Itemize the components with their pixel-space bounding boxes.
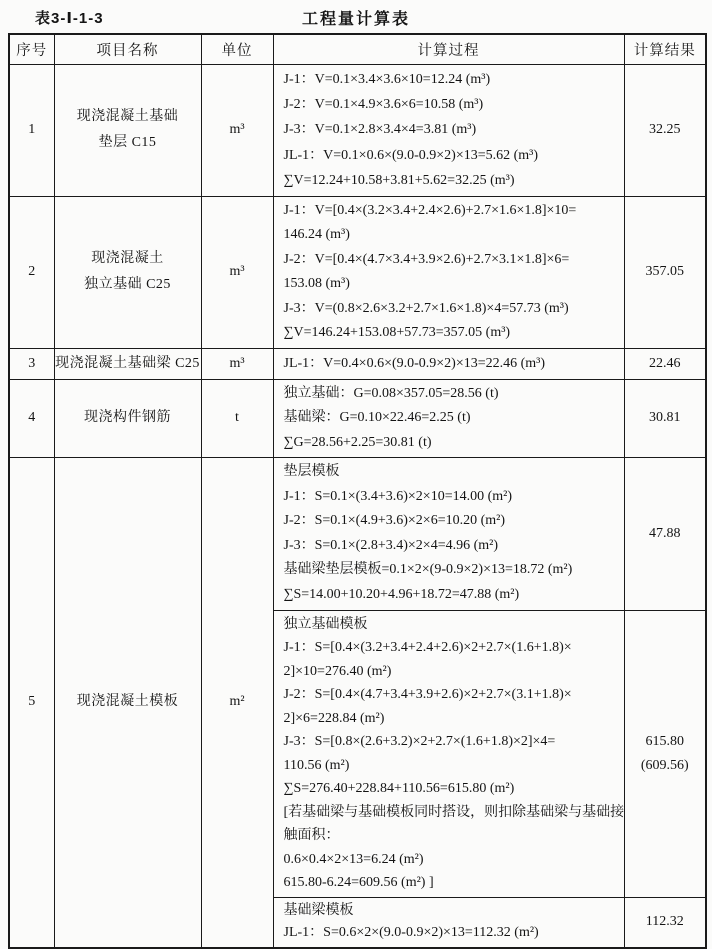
item-name-line: 现浇混凝土基础梁 C25 <box>55 355 200 371</box>
unit-cell: t <box>201 379 273 458</box>
calc-line: 146.24 (m³) <box>283 227 350 243</box>
calc-line: J-3：V=(0.8×2.6×3.2+2.7×1.6×1.8)×4=57.73 (m³) <box>283 300 569 316</box>
calc-line: 基础梁模板 <box>283 902 354 918</box>
table-row <box>9 458 706 611</box>
table-header-row <box>9 34 706 64</box>
calculation-cell <box>273 379 624 458</box>
calculation-cell <box>273 610 624 897</box>
calc-line: 基础梁：G=0.10×22.46=2.25 (t) <box>283 410 471 426</box>
serial-cell: 2 <box>9 196 54 348</box>
calc-line: J-2：S=0.1×(4.9+3.6)×2×6=10.20 (m²) <box>283 513 506 529</box>
calc-line: J-1：S=[0.4×(3.2+3.4+2.4+2.6)×2+2.7×(1.6+1.8)× <box>283 640 572 656</box>
calc-line: 独立基础：G=0.08×357.05=28.56 (t) <box>283 385 499 401</box>
calc-line: 独立基础模板 <box>283 616 368 632</box>
column-header-unit: 单位 <box>201 34 273 64</box>
table-row <box>9 196 706 348</box>
calc-line: JL-1：V=0.1×0.6×(9.0-0.9×2)×13=5.62 (m³) <box>283 147 539 163</box>
unit-cell: m³ <box>201 196 273 348</box>
column-header-result: 计算结果 <box>624 34 706 64</box>
item-name-cell <box>54 196 201 348</box>
serial-cell: 1 <box>9 64 54 196</box>
calc-line: 110.56 (m²) <box>283 757 350 773</box>
calc-line: 153.08 (m³) <box>283 276 350 292</box>
result-line: (609.56) <box>640 757 689 773</box>
calc-line: J-3：V=0.1×2.8×3.4×4=3.81 (m³) <box>283 122 477 138</box>
result-cell: 357.05 <box>624 196 706 348</box>
result-cell <box>624 897 706 948</box>
calc-line: 基础梁垫层模板=0.1×2×(9-0.9×2)×13=18.72 (m²) <box>283 562 573 578</box>
result-cell: 22.46 <box>624 348 706 379</box>
calc-line: JL-1：V=0.4×0.6×(9.0-0.9×2)×13=22.46 (m³) <box>283 355 546 371</box>
calc-line: ∑G=28.56+2.25=30.81 (t) <box>283 434 432 450</box>
item-name-cell <box>54 64 201 196</box>
calc-line: [若基础梁与基础模板同时搭设，则扣除基础梁与基础接 <box>283 804 625 820</box>
calc-line: J-3：S=[0.8×(2.6+3.2)×2+2.7×(1.6+1.8)×2]×4= <box>283 734 556 750</box>
column-header-item: 项目名称 <box>54 34 201 64</box>
page-title: 工程量计算表 <box>301 11 410 28</box>
serial-cell: 5 <box>9 458 54 948</box>
table-row <box>9 348 706 379</box>
table-row <box>9 379 706 458</box>
calculation-cell <box>273 64 624 196</box>
result-cell: 32.25 <box>624 64 706 196</box>
calc-line: JL-1：S=0.6×2×(9.0-0.9×2)×13=112.32 (m²) <box>283 925 539 941</box>
result-cell: 30.81 <box>624 379 706 458</box>
item-name-cell <box>54 348 201 379</box>
column-header-process: 计算过程 <box>273 34 624 64</box>
unit-cell: m³ <box>201 64 273 196</box>
calc-line: 垫层模板 <box>283 464 340 480</box>
calc-line: 615.80-6.24=609.56 (m²) ] <box>283 875 434 891</box>
calculation-cell <box>273 196 624 348</box>
calc-line: ∑S=14.00+10.20+4.96+18.72=47.88 (m²) <box>283 587 520 602</box>
item-name-line: 垫层 C15 <box>98 135 157 151</box>
table-caption <box>0 0 712 33</box>
result-cell <box>624 458 706 611</box>
calc-line: 0.6×0.4×2×13=6.24 (m²) <box>283 851 424 867</box>
unit-cell: m² <box>201 458 273 948</box>
item-name-line: 现浇混凝土模板 <box>76 694 179 710</box>
item-name-line: 现浇混凝土基础 <box>76 109 179 125</box>
calc-line: ∑V=146.24+153.08+57.73=357.05 (m³) <box>283 325 511 341</box>
column-header-serial: 序号 <box>9 34 54 64</box>
item-name-line: 现浇构件钢筋 <box>84 410 171 426</box>
calc-line: 2]×6=228.84 (m²) <box>283 710 385 726</box>
calc-line: ∑S=276.40+228.84+110.56=615.80 (m²) <box>283 781 515 797</box>
result-line: 615.80 <box>645 733 684 749</box>
result-line: 47.88 <box>649 525 681 541</box>
result-cell <box>624 610 706 897</box>
calculation-cell <box>273 897 624 948</box>
item-name-line: 现浇混凝土 <box>91 251 164 267</box>
serial-cell: 3 <box>9 348 54 379</box>
calc-line: J-1：S=0.1×(3.4+3.6)×2×10=14.00 (m²) <box>283 488 513 504</box>
calc-line: J-2：V=0.1×4.9×3.6×6=10.58 (m³) <box>283 96 484 112</box>
table-row <box>9 64 706 196</box>
calc-line: J-2：S=[0.4×(4.7+3.4+3.9+2.6)×2+2.7×(3.1+1.8)× <box>283 687 572 703</box>
item-name-cell <box>54 458 201 948</box>
calc-line: J-3：S=0.1×(2.8+3.4)×2×4=4.96 (m²) <box>283 537 499 553</box>
calculation-cell <box>273 348 624 379</box>
calc-line: J-1：V=[0.4×(3.2×3.4+2.4×2.6)+2.7×1.6×1.8]×10= <box>283 202 577 218</box>
item-name-cell <box>54 379 201 458</box>
table-number-label: 表3-Ⅰ-1-3 <box>35 10 104 27</box>
quantity-calculation-table <box>8 33 707 949</box>
serial-cell: 4 <box>9 379 54 458</box>
unit-cell: m³ <box>201 348 273 379</box>
calc-line: J-1：V=0.1×3.4×3.6×10=12.24 (m³) <box>283 71 491 87</box>
calc-line: ∑V=12.24+10.58+3.81+5.62=32.25 (m³) <box>283 173 515 189</box>
result-line: 112.32 <box>645 914 684 930</box>
item-name-line: 独立基础 C25 <box>84 277 171 293</box>
calc-line: J-2：V=[0.4×(4.7×3.4+3.9×2.6)+2.7×3.1×1.8]×6= <box>283 251 570 267</box>
calc-line: 2]×10=276.40 (m²) <box>283 663 392 679</box>
calc-line: 触面积： <box>283 828 340 844</box>
calculation-cell <box>273 458 624 611</box>
